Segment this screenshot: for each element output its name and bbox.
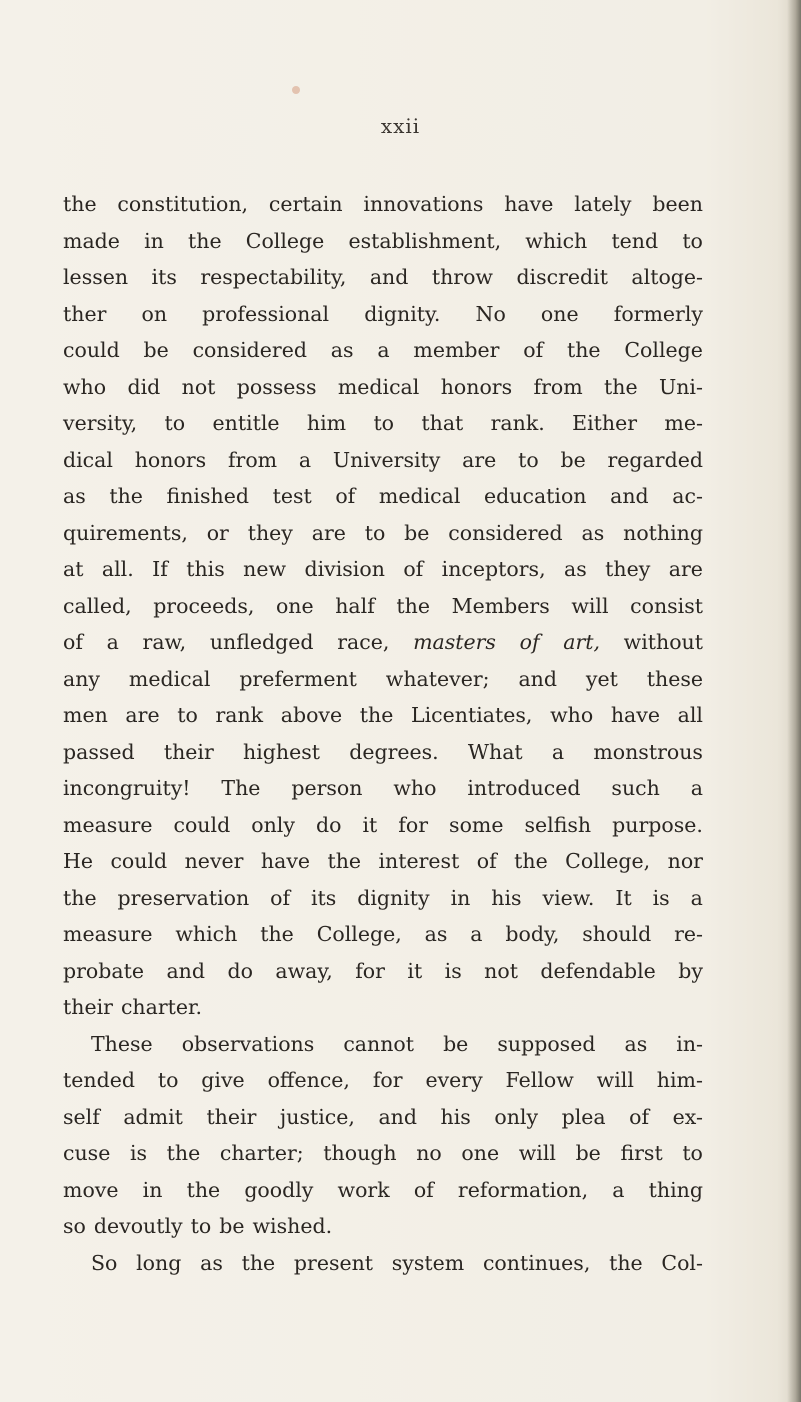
text-line: at all. If this new division of inceptors, as they are — [63, 557, 703, 581]
text-line: measure which the College, as a body, should re- — [63, 922, 703, 946]
text-line: incongruity! The person who introduced such a — [63, 776, 703, 800]
text-line: could be considered as a member of the College — [63, 338, 703, 362]
text-line: made in the College establishment, which tend to — [63, 228, 703, 253]
text-line: tended to give offence, for every Fellow will him- — [63, 1068, 703, 1092]
text-line: as the finished test of medical education and ac- — [63, 484, 703, 508]
ink-spot — [292, 86, 300, 94]
text-line: passed their highest degrees. What a monstrous — [63, 739, 703, 764]
body-text — [63, 186, 703, 1281]
text-line: dical honors from a University are to be regarded — [63, 447, 703, 472]
text-line: move in the goodly work of reformation, a thing — [63, 1177, 703, 1202]
text-line: cuse is the charter; though no one will be first to — [63, 1141, 703, 1165]
text-line: quirements, or they are to be considered as nothing — [63, 520, 703, 545]
text-line: versity, to entitle him to that rank. Either me- — [63, 411, 703, 435]
text-line: so devoutly to be wished. — [63, 1214, 333, 1238]
text-line: So long as the present system continues, the Col- — [91, 1250, 703, 1275]
text-line: their charter. — [63, 995, 203, 1019]
page-edge-shadow — [787, 0, 801, 1402]
text-line: of a raw, unfledged race, masters of art, without — [63, 630, 703, 654]
page-number: xxii — [380, 114, 421, 138]
text-line: any medical preferment whatever; and yet these — [63, 666, 703, 691]
text-line: the constitution, certain innovations have lately been — [63, 192, 703, 216]
text-line: lessen its respectability, and throw discredit altoge- — [63, 265, 703, 289]
text-line: ther on professional dignity. No one formerly — [63, 301, 703, 326]
text-line: self admit their justice, and his only plea of ex- — [63, 1104, 703, 1129]
text-line: men are to rank above the Licentiates, who have all — [63, 703, 703, 727]
text-line: He could never have the interest of the College, nor — [63, 849, 703, 873]
text-line: measure could only do it for some selfish purpose. — [63, 812, 703, 837]
text-line: These observations cannot be supposed as in- — [91, 1031, 703, 1056]
text-line: who did not possess medical honors from the Uni- — [63, 374, 703, 399]
text-line: the preservation of its dignity in his view. It is a — [63, 885, 703, 910]
text-line: called, proceeds, one half the Members will consist — [63, 593, 703, 618]
text-line: probate and do away, for it is not defendable by — [63, 958, 703, 983]
